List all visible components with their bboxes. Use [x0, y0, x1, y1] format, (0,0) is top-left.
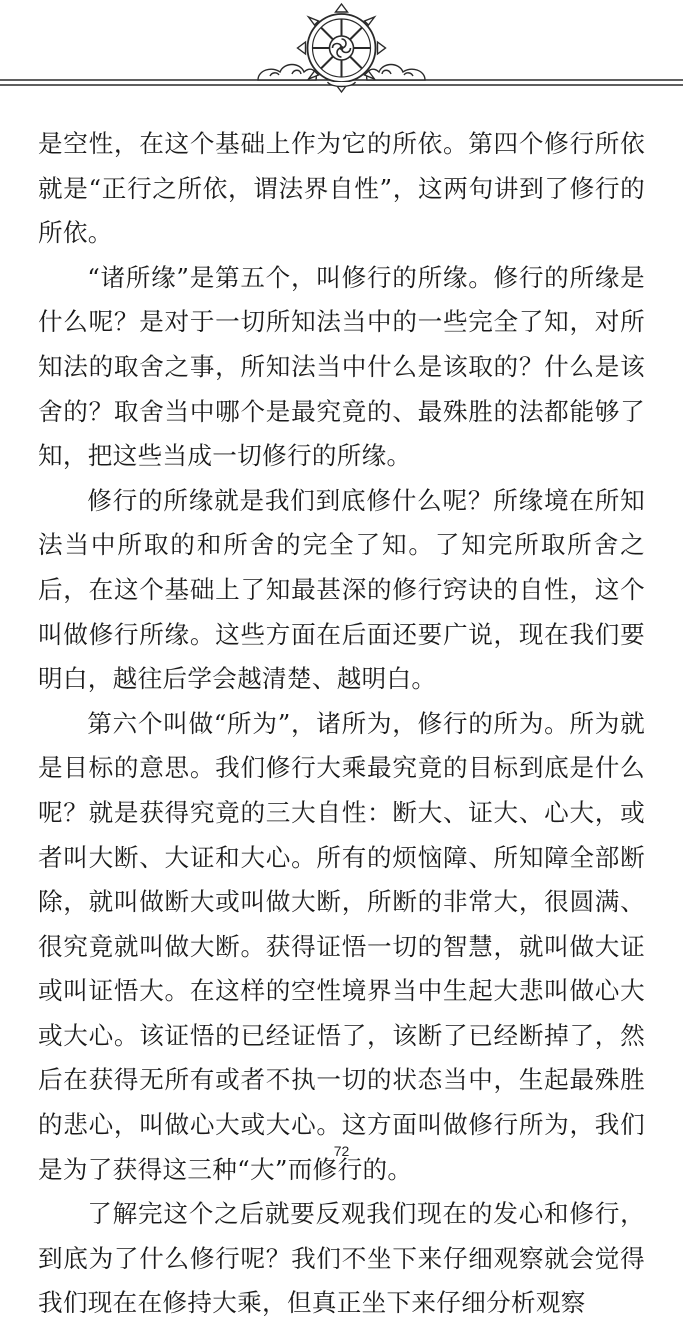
page-number: 72	[333, 1143, 350, 1159]
paragraph: 了解完这个之后就要反观我们现在的发心和修行，到底为了什么修行呢？我们不坐下来仔细观察就会觉得我们现在在修持大乘，但真正坐下来仔细分析观察	[38, 1199, 645, 1318]
cloud-ornament-right-icon	[367, 65, 425, 81]
paragraph: 是空性，在这个基础上作为它的所依。第四个修行所依就是“正行之所依，谓法界自性”，这两句讲到了修行的所依。	[38, 129, 645, 248]
header-ornament	[0, 0, 683, 100]
paragraph: 修行的所缘就是我们到底修什么呢？所缘境在所知法当中所取的和所舍的完全了知。了知完所取所舍之后，在这个基础上了知最甚深的修行窍诀的自性，这个叫做修行所缘。这些方面在后面还要广说，现在我们要明白，越往后学会越清楚、越明白。	[38, 485, 645, 694]
page-header	[0, 0, 683, 100]
dharma-wheel-icon	[298, 4, 386, 92]
paragraph: “诸所缘”是第五个，叫修行的所缘。修行的所缘是什么呢？是对于一切所知法当中的一些完全了知，对所知法的取舍之事，所知法当中什么是该取的？什么是该舍的？取舍当中哪个是最究竟的、最殊胜的法都能够了知，把这些当成一切修行的所缘。	[38, 262, 645, 471]
paragraph: 第六个叫做“所为”，诸所为，修行的所为。所为就是目标的意思。我们修行大乘最究竟的目标到底是什么呢？就是获得究竟的三大自性：断大、证大、心大，或者叫大断、大证和大心。所有的烦恼障、所知障全部断除，就叫做断大或叫做大断，所断的非常大，很圆满、很究竟就叫做大断。获得证悟一切的智慧，就叫做大证或叫证悟大。在这样的空性境界当中生起大悲叫做心大或大心。该证悟的已经证悟了，该断了已经断掉了，然后在获得无所有或者不执一切的状态当中，生起最殊胜的悲心，叫做心大或大心。这方面叫做修行所为，我们是为了获得这三种“大”而修行的。	[38, 708, 645, 1184]
cloud-ornament-left-icon	[258, 65, 316, 81]
